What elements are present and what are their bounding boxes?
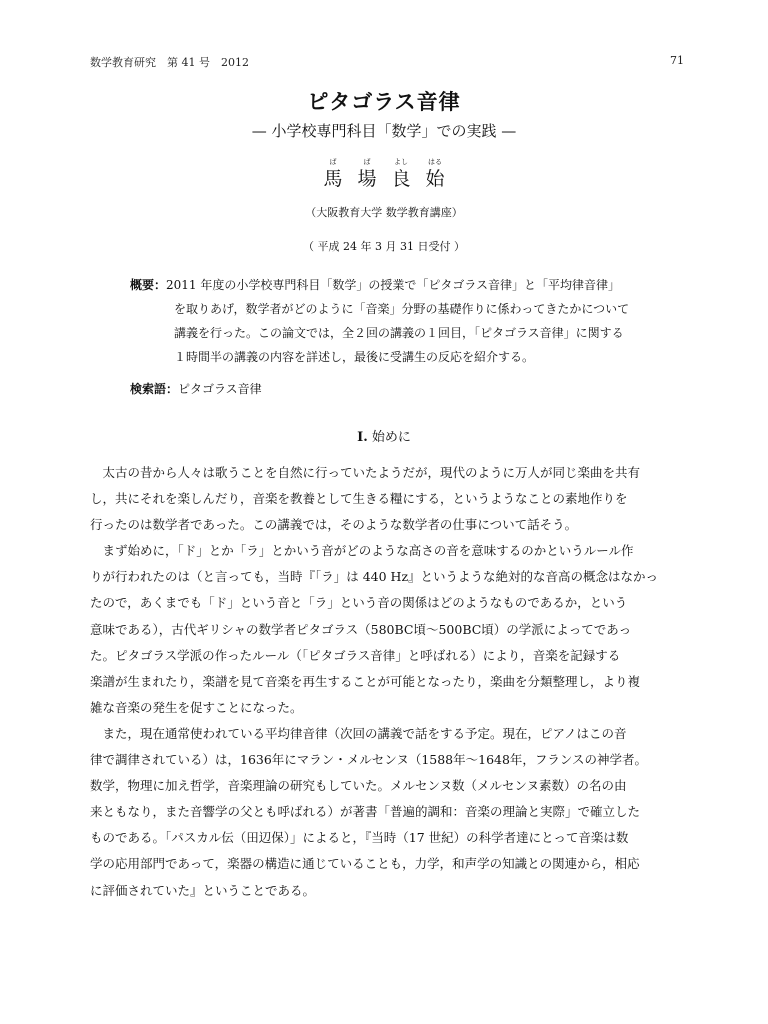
abstract-line: 講義を行った。この論文では，全２回の講義の１回目，「ピタゴラス音律」に関する [174,326,624,340]
body-line: 数学，物理に加え哲学，音楽理論の研究もしていた。メルセンヌ数（メルセンヌ素数）の名の由 [90,778,627,794]
abstract-label: 概要： [130,278,167,292]
body-line: たので，あくまでも「ド」という音と「ラ」という音の関係はどのようなものであるか，という [90,595,628,611]
body-line: し，共にそれを楽しんだり，音楽を教養として生きる糧にする，というようなことの素地作りを [90,491,628,507]
body-line: 学の応用部門であって，楽器の構造に通じていることも，力学，和声学の知識との関連から，相応 [90,856,640,872]
author-char [384,158,418,191]
author-char [316,158,350,191]
body-line: 来ともなり，また音響学の父とも呼ばれる）が著書「普遍的調和：音楽の理論と実際」で確立した [90,804,641,820]
abstract-text: 2011 年度の小学校専門科目「数学」の授業で「ピタゴラス音律」と「平均律音律」 [166,278,621,292]
running-header [90,54,684,70]
body-line: た。ピタゴラス学派の作ったルール（「ピタゴラス音律」と呼ばれる）により，音楽を記録する [90,647,621,663]
abstract [130,273,685,369]
journal-info: 数学教育研究 第 41 号 2012 [90,56,249,69]
abstract-line [130,273,685,297]
body-line: 意味である），古代ギリシャの数学者ピタゴラス（580BC頃～500BC頃）の学派によってであっ [90,621,632,637]
received-date: （ 平成 24 年 3 月 31 日受付 ） [303,240,465,253]
body-line: 行ったのは数学者であった。この講義では，そのような数学者の仕事について話そう。 [90,517,578,533]
author-kanji: 始 [425,168,445,190]
keywords-label: 検索語： [130,382,179,396]
section-title-text: 始めに [371,430,411,445]
body-text [90,460,680,904]
body-line: 律で調律されている）は，1636年にマラン・メルセンヌ（1588年～1648年，フランスの神学者。 [90,752,648,768]
author-kanji: 馬 [323,168,343,190]
author-ruby: よし [394,158,408,166]
body-line: りが行われたのは（と言っても，当時『「ラ」は 440 Hz』というような絶対的な音高の概念はなかっ [90,569,659,585]
body-line: 楽譜が生まれたり，楽譜を見て音楽を再生することが可能となったり，楽曲を分類整理し，より複 [90,673,641,689]
abstract-line: を取りあげ，数学者がどのように「音楽」分野の基礎作りに係わってきたかについて [174,302,630,316]
author-ruby: はる [428,158,442,166]
paper-title: ピタゴラス音律 [307,89,461,114]
keywords [130,379,262,399]
author-affiliation: （大阪教育大学 数学教育講座） [305,206,463,219]
body-line: ものである。「パスカル伝（田辺保）」によると，『当時（17 世紀）の科学者達にとって音楽は数 [90,830,629,846]
body-line: まず始めに，「ド」とか「ラ」とかいう音がどのような高さの音を意味するのかというルール作 [90,543,634,559]
author-kanji: 場 [357,168,377,190]
author-ruby: ば [329,158,337,166]
abstract-line: １時間半の講義の内容を詳述し，最後に受講生の反応を紹介する。 [174,350,535,364]
paper-subtitle: — 小学校専門科目「数学」での実践 — [251,122,517,140]
author-ruby: ば [363,158,371,166]
page-number: 71 [670,54,684,67]
section-number: I. [357,430,368,445]
author-name [0,158,768,191]
body-line: に評価されていた』ということである。 [90,882,316,898]
author-char [350,158,384,191]
author-kanji: 良 [391,168,411,190]
body-line: 雑な音楽の発生を促すことになった。 [90,699,303,715]
section-heading [0,426,768,445]
body-line: 太古の昔から人々は歌うことを自然に行っていたようだが，現代のように万人が同じ楽曲を共有 [90,465,641,480]
body-line: また，現在通常使われている平均律音律（次回の講義で話をする予定。現在，ピアノはこの音 [90,725,627,741]
keywords-value: ピタゴラス音律 [178,382,262,396]
author-char [418,158,452,191]
